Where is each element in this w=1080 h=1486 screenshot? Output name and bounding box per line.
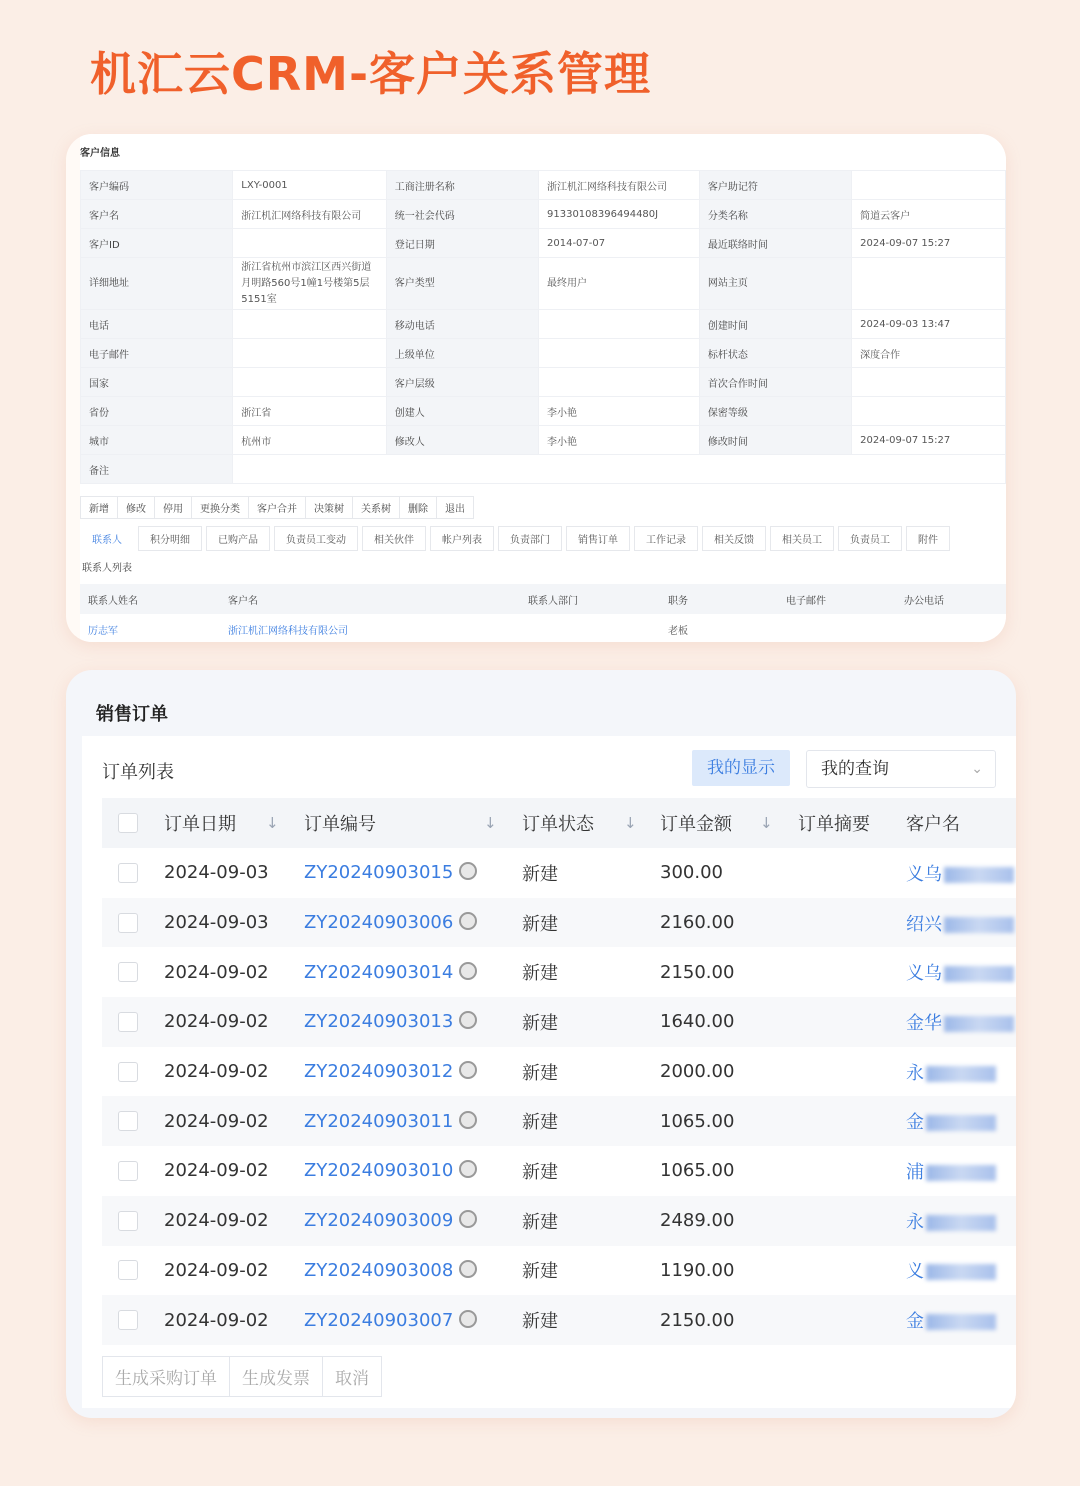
order-amount	[660, 1061, 734, 1082]
field-value	[852, 397, 1006, 426]
field-value	[852, 171, 1006, 200]
cell-text: 新建	[522, 963, 558, 985]
field-label: 标杆状态	[699, 339, 851, 368]
field-label: 分类名称	[699, 200, 851, 229]
tab[interactable]: 联系人	[80, 526, 134, 551]
field-label: 详细地址	[81, 258, 233, 310]
field-label: 国家	[81, 368, 233, 397]
order-amount	[660, 912, 734, 933]
cell-text: 绍兴	[906, 913, 942, 935]
order-number[interactable]	[304, 1160, 477, 1181]
order-status	[522, 860, 558, 886]
cell-text: 新建	[522, 1211, 558, 1233]
blurred-text	[926, 1066, 996, 1082]
info-row	[81, 339, 1006, 368]
status-circle-icon	[459, 1210, 477, 1228]
column-header: 联系人部门	[520, 584, 660, 614]
select-all-checkbox[interactable]	[118, 813, 138, 833]
sort-down-icon[interactable]: ↓	[484, 814, 497, 832]
cell-text: 金华	[906, 1012, 942, 1034]
order-amount	[660, 862, 723, 883]
info-row	[81, 310, 1006, 339]
row-checkbox[interactable]	[118, 1161, 138, 1181]
field-value: 2024-09-07 15:27	[852, 229, 1006, 258]
order-amount	[660, 1310, 734, 1331]
field-label: 上级单位	[386, 339, 538, 368]
action-button[interactable]: 新增	[80, 496, 118, 519]
cell-text: 义乌	[906, 963, 942, 985]
orders-heading: 销售订单	[96, 704, 168, 725]
table-row[interactable]	[102, 1096, 1016, 1146]
cell-text: 金	[906, 1311, 924, 1333]
order-status	[522, 1108, 558, 1134]
field-label: 备注	[81, 455, 233, 484]
cell-text: 2150.00	[660, 1309, 735, 1331]
table-cell	[896, 614, 1006, 642]
field-value: 2014-07-07	[539, 229, 700, 258]
table-row[interactable]	[102, 1246, 1016, 1296]
field-label: 省份	[81, 397, 233, 426]
field-value	[233, 455, 1006, 484]
action-button[interactable]: 退出	[436, 496, 474, 519]
field-value: 91330108396494480J	[539, 200, 700, 229]
field-value	[233, 229, 387, 258]
blurred-text	[944, 917, 1014, 933]
action-button[interactable]: 客户合并	[248, 496, 306, 519]
footer-button[interactable]: 生成发票	[229, 1356, 323, 1397]
order-amount	[660, 1011, 734, 1032]
cell-text: 义乌	[906, 863, 942, 885]
cell-text: 2024-09-02	[164, 1210, 269, 1232]
tab[interactable]: 积分明细	[138, 526, 202, 551]
sort-down-icon[interactable]: ↓	[760, 814, 773, 832]
field-label: 首次合作时间	[699, 368, 851, 397]
status-circle-icon	[459, 912, 477, 930]
cell-text: 2024-09-02	[164, 1309, 269, 1331]
cell-text: ZY20240903010	[304, 1160, 454, 1182]
order-number[interactable]	[304, 1310, 477, 1331]
column-header: 办公电话	[896, 584, 1006, 614]
tab[interactable]: 相关反馈	[702, 526, 766, 551]
field-label: 登记日期	[386, 229, 538, 258]
footer-button[interactable]: 取消	[322, 1356, 382, 1397]
field-value: 深度合作	[852, 339, 1006, 368]
field-label: 最近联络时间	[699, 229, 851, 258]
orders-panel	[82, 736, 1016, 1408]
cell-text: 2150.00	[660, 961, 735, 983]
table-row[interactable]	[102, 1047, 1016, 1097]
cell-text: 1065.00	[660, 1110, 735, 1132]
order-date	[164, 1260, 269, 1281]
order-amount	[660, 1210, 734, 1231]
order-number[interactable]	[304, 1210, 477, 1231]
customer-info-table	[80, 170, 1006, 484]
field-label: 网站主页	[699, 258, 851, 310]
field-value: 浙江机汇网络科技有限公司	[233, 200, 387, 229]
order-number[interactable]	[304, 962, 477, 983]
status-circle-icon	[459, 1011, 477, 1029]
field-label: 城市	[81, 426, 233, 455]
cell-text: 新建	[522, 1012, 558, 1034]
section-title: 客户信息	[80, 148, 120, 159]
customer-name[interactable]	[906, 1108, 996, 1134]
customer-name[interactable]	[906, 1158, 996, 1184]
field-value: 2024-09-03 13:47	[852, 310, 1006, 339]
tab[interactable]: 负责部门	[498, 526, 562, 551]
order-amount	[660, 1111, 734, 1132]
customer-info-card	[66, 134, 1006, 642]
field-label: 客户ID	[81, 229, 233, 258]
cell-text: 新建	[522, 1062, 558, 1084]
table-cell	[778, 614, 896, 642]
field-value: 最终用户	[539, 258, 700, 310]
info-row	[81, 200, 1006, 229]
field-label: 电话	[81, 310, 233, 339]
action-bar	[80, 496, 473, 519]
column-header: 职务	[660, 584, 778, 614]
field-value: 李小艳	[539, 426, 700, 455]
contacts-table	[80, 584, 1006, 642]
hero-title: 机汇云CRM-客户关系管理	[90, 47, 652, 101]
status-circle-icon	[459, 1111, 477, 1129]
cell-text: 新建	[522, 863, 558, 885]
my-query-select[interactable]	[806, 750, 996, 788]
blurred-text	[944, 966, 1014, 982]
action-button[interactable]: 更换分类	[191, 496, 249, 519]
contacts-title: 联系人列表	[82, 563, 132, 574]
cell-text: ZY20240903014	[304, 961, 454, 983]
order-date	[164, 1111, 269, 1132]
my-query-label: 我的查询	[821, 759, 889, 779]
field-label: 修改时间	[699, 426, 851, 455]
column-header: 订单摘要	[798, 814, 870, 835]
table-row[interactable]	[102, 898, 1016, 948]
info-row	[81, 455, 1006, 484]
order-list-title: 订单列表	[102, 762, 174, 783]
cell-text: ZY20240903015	[304, 862, 454, 884]
order-date	[164, 1160, 269, 1181]
cell-text: ZY20240903009	[304, 1210, 454, 1232]
sort-down-icon[interactable]: ↓	[624, 814, 637, 832]
status-circle-icon	[459, 1310, 477, 1328]
column-header: 联系人姓名	[80, 584, 220, 614]
order-status	[522, 910, 558, 936]
blurred-text	[944, 1016, 1014, 1032]
table-row[interactable]	[102, 1196, 1016, 1246]
order-number[interactable]	[304, 912, 477, 933]
action-button[interactable]: 删除	[399, 496, 437, 519]
order-number[interactable]	[304, 862, 477, 883]
field-value	[539, 368, 700, 397]
table-row[interactable]	[102, 1295, 1016, 1345]
order-amount	[660, 962, 734, 983]
table-row	[80, 614, 1006, 642]
tab[interactable]: 已购产品	[206, 526, 270, 551]
cell-text: 新建	[522, 1261, 558, 1283]
tab[interactable]: 工作记录	[634, 526, 698, 551]
blurred-text	[944, 867, 1014, 883]
field-value	[852, 368, 1006, 397]
customer-name[interactable]	[906, 1208, 996, 1234]
cell-text: 义	[906, 1261, 924, 1283]
field-label: 客户助记符	[699, 171, 851, 200]
table-row[interactable]	[102, 848, 1016, 898]
field-value	[233, 310, 387, 339]
tab[interactable]: 销售订单	[566, 526, 630, 551]
cell-text: 新建	[522, 1311, 558, 1333]
field-label: 创建时间	[699, 310, 851, 339]
cell-text: 2024-09-02	[164, 1061, 269, 1083]
field-label: 统一社会代码	[386, 200, 538, 229]
status-circle-icon	[459, 1061, 477, 1079]
field-label: 修改人	[386, 426, 538, 455]
table-cell[interactable]: 浙江机汇网络科技有限公司	[228, 625, 348, 637]
row-checkbox[interactable]	[118, 1310, 138, 1330]
field-label: 移动电话	[386, 310, 538, 339]
field-label: 客户名	[81, 200, 233, 229]
cell-text: 2489.00	[660, 1210, 735, 1232]
field-value: 杭州市	[233, 426, 387, 455]
field-value: 李小艳	[539, 397, 700, 426]
cell-text: ZY20240903007	[304, 1309, 454, 1331]
column-header: 订单日期	[164, 814, 236, 835]
field-label: 电子邮件	[81, 339, 233, 368]
order-number[interactable]	[304, 1061, 477, 1082]
sales-orders-card	[66, 670, 1016, 1418]
order-date	[164, 912, 269, 933]
field-label: 保密等级	[699, 397, 851, 426]
info-row	[81, 426, 1006, 455]
table-cell	[520, 614, 660, 642]
info-row	[81, 258, 1006, 310]
order-number[interactable]	[304, 1011, 477, 1032]
table-cell: 老板	[668, 625, 688, 637]
status-circle-icon	[459, 962, 477, 980]
cell-text: 金	[906, 1112, 924, 1134]
cell-text: 新建	[522, 913, 558, 935]
cell-text: 2024-09-03	[164, 862, 269, 884]
tab[interactable]: 相关伙伴	[362, 526, 426, 551]
cell-text: 1640.00	[660, 1011, 735, 1033]
cell-text: 2024-09-02	[164, 1259, 269, 1281]
customer-name[interactable]	[906, 1009, 1014, 1035]
cell-text: ZY20240903006	[304, 912, 454, 934]
tab[interactable]: 负责员工	[838, 526, 902, 551]
field-value: 浙江省杭州市滨江区西兴街道月明路560号1幢1号楼第5层5151室	[233, 258, 387, 310]
tab[interactable]: 帐户列表	[430, 526, 494, 551]
row-checkbox[interactable]	[118, 962, 138, 982]
order-date	[164, 962, 269, 983]
action-button[interactable]: 关系树	[352, 496, 400, 519]
status-circle-icon	[459, 1260, 477, 1278]
cell-text: ZY20240903013	[304, 1011, 454, 1033]
blurred-text	[926, 1165, 996, 1181]
action-button[interactable]: 决策树	[305, 496, 353, 519]
cell-text: ZY20240903012	[304, 1061, 454, 1083]
column-header: 订单状态	[522, 814, 594, 835]
tab[interactable]: 附件	[906, 526, 950, 551]
order-date	[164, 862, 269, 883]
customer-name[interactable]	[906, 910, 1014, 936]
tab[interactable]: 负责员工变动	[274, 526, 358, 551]
cell-text: 300.00	[660, 862, 723, 884]
cell-text: 2024-09-03	[164, 912, 269, 934]
cell-text: 1065.00	[660, 1160, 735, 1182]
field-label: 客户类型	[386, 258, 538, 310]
order-amount	[660, 1160, 734, 1181]
row-checkbox[interactable]	[118, 1062, 138, 1082]
cell-text: 永	[906, 1062, 924, 1084]
cell-text: 1190.00	[660, 1259, 735, 1281]
blurred-text	[926, 1215, 996, 1231]
customer-info-panel	[80, 134, 1006, 642]
status-circle-icon	[459, 1160, 477, 1178]
info-row	[81, 368, 1006, 397]
blurred-text	[926, 1264, 996, 1280]
customer-name[interactable]	[906, 860, 1014, 886]
field-label: 客户层级	[386, 368, 538, 397]
row-checkbox[interactable]	[118, 863, 138, 883]
cell-text: 新建	[522, 1161, 558, 1183]
info-row	[81, 229, 1006, 258]
table-row[interactable]	[102, 997, 1016, 1047]
chevron-down-icon: ⌄	[971, 761, 983, 777]
order-status	[522, 1158, 558, 1184]
order-status	[522, 1257, 558, 1283]
footer-actions	[102, 1356, 381, 1397]
tab-bar	[80, 526, 954, 551]
order-status	[522, 959, 558, 985]
field-value: 2024-09-07 15:27	[852, 426, 1006, 455]
column-header: 订单金额	[660, 814, 732, 835]
customer-name[interactable]	[906, 1059, 996, 1085]
field-label: 客户编码	[81, 171, 233, 200]
table-row[interactable]	[102, 1146, 1016, 1196]
field-value: 浙江机汇网络科技有限公司	[539, 171, 700, 200]
field-value	[233, 368, 387, 397]
field-label: 创建人	[386, 397, 538, 426]
cell-text: 2024-09-02	[164, 961, 269, 983]
field-value	[233, 339, 387, 368]
field-value	[852, 258, 1006, 310]
column-header: 客户名	[220, 584, 520, 614]
order-status	[522, 1307, 558, 1333]
order-amount	[660, 1260, 734, 1281]
customer-name[interactable]	[906, 1257, 996, 1283]
column-header: 订单编号	[304, 814, 376, 835]
field-value: 简道云客户	[852, 200, 1006, 229]
field-label: 工商注册名称	[386, 171, 538, 200]
field-value	[539, 310, 700, 339]
order-number[interactable]	[304, 1260, 477, 1281]
action-button[interactable]: 修改	[117, 496, 155, 519]
my-display-button[interactable]: 我的显示	[692, 750, 790, 786]
cell-text: 2160.00	[660, 912, 735, 934]
row-checkbox[interactable]	[118, 1211, 138, 1231]
column-header: 客户名	[906, 814, 960, 835]
field-value	[539, 339, 700, 368]
status-circle-icon	[459, 862, 477, 880]
blurred-text	[926, 1115, 996, 1131]
order-date	[164, 1061, 269, 1082]
cell-text: 永	[906, 1211, 924, 1233]
cell-text: 2000.00	[660, 1061, 735, 1083]
info-row	[81, 171, 1006, 200]
row-checkbox[interactable]	[118, 913, 138, 933]
action-button[interactable]: 停用	[154, 496, 192, 519]
row-checkbox[interactable]	[118, 1260, 138, 1280]
cell-text: ZY20240903008	[304, 1259, 454, 1281]
table-row[interactable]	[102, 947, 1016, 997]
cell-text: 2024-09-02	[164, 1160, 269, 1182]
order-date	[164, 1011, 269, 1032]
cell-text: 新建	[522, 1112, 558, 1134]
sort-down-icon[interactable]: ↓	[266, 814, 279, 832]
field-value: 浙江省	[233, 397, 387, 426]
order-date	[164, 1310, 269, 1331]
order-status	[522, 1009, 558, 1035]
order-date	[164, 1210, 269, 1231]
orders-grid	[102, 798, 1016, 1345]
field-value: LXY-0001	[233, 171, 387, 200]
row-checkbox[interactable]	[118, 1111, 138, 1131]
blurred-text	[926, 1314, 996, 1330]
cell-text: 浦	[906, 1161, 924, 1183]
customer-name[interactable]	[906, 959, 1014, 985]
table-cell[interactable]: 厉志军	[88, 625, 118, 637]
order-number[interactable]	[304, 1111, 477, 1132]
order-status	[522, 1208, 558, 1234]
cell-text: 2024-09-02	[164, 1011, 269, 1033]
grid-header	[102, 798, 1016, 848]
footer-button[interactable]: 生成采购订单	[102, 1356, 230, 1397]
info-row	[81, 397, 1006, 426]
order-status	[522, 1059, 558, 1085]
tab[interactable]: 相关员工	[770, 526, 834, 551]
cell-text: 2024-09-02	[164, 1110, 269, 1132]
cell-text: ZY20240903011	[304, 1110, 454, 1132]
row-checkbox[interactable]	[118, 1012, 138, 1032]
column-header: 电子邮件	[778, 584, 896, 614]
customer-name[interactable]	[906, 1307, 996, 1333]
